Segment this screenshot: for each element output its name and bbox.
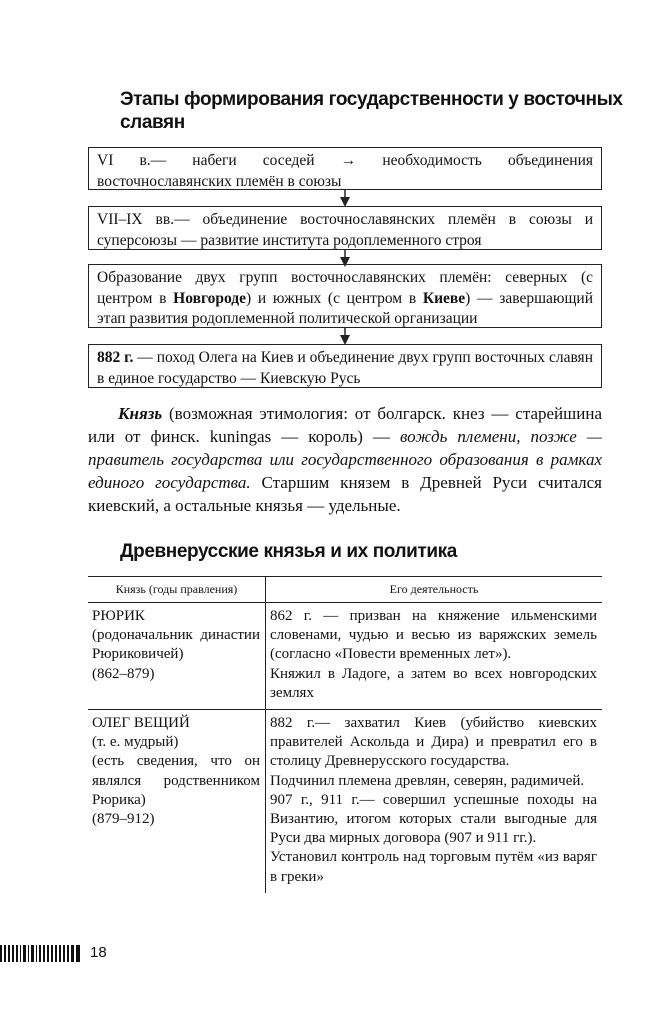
prince-name: ОЛЕГ ВЕЩИЙ: [92, 715, 190, 732]
flow-label: VII–IX вв.: [97, 211, 175, 228]
definition-italic: вождь племени, позже — правитель государства или государственного образования в рамках единого государства.: [88, 427, 602, 492]
paragraph-text: Старшим князем в Древней Руси считался киевский, а остальные князья — удельные.: [88, 473, 602, 515]
activity-cell: [266, 603, 603, 710]
prince-years: (879–912): [92, 811, 155, 828]
table-row: [88, 710, 602, 893]
prince-cell: [88, 603, 266, 710]
flow-text: ) — завершающий этап развития родоплеменной политической организации: [97, 289, 593, 327]
column-header-prince: Князь (годы правления): [88, 577, 266, 603]
flow-text: Образование двух групп восточнославянских племён: северных (с центром в: [97, 269, 593, 307]
flow-box-6th-century: [88, 147, 602, 190]
table-header-row: [88, 577, 602, 603]
prince-note: (есть сведения, что он являлся родственником Рюрика): [92, 753, 260, 808]
prince-description: (родоначальник династии Рюриковичей): [92, 627, 260, 663]
section-heading-princes: Древнерусские князья и их политика: [120, 541, 457, 562]
activity-item: 862 г. — призван на княжение ильменскими словенами, чудью и весью из варяжских земель (согласно «Повести временных лет»).: [270, 608, 597, 663]
flow-city-novgorod: Новгороде: [173, 289, 247, 307]
column-header-activity: Его деятельность: [266, 577, 603, 603]
prince-cell: [88, 710, 266, 893]
activity-item: 907 г., 911 г.— совершил успешные походы на Византию, итогом которых стали выгодные для Руси два мирных договора (907 и 911 гг.).: [270, 791, 597, 847]
section-heading-stages: Этапы формирования государственности у восточных славян: [120, 89, 623, 133]
flow-label: 882 г.: [97, 349, 134, 366]
activity-cell: [266, 710, 603, 893]
activity-item: Подчинил племена древлян, северян, радимичей.: [270, 772, 585, 789]
term-knyaz: Князь: [118, 404, 163, 423]
princes-table: [88, 576, 602, 893]
knyaz-definition-paragraph: [88, 402, 602, 517]
activity-item: Княжил в Ладоге, а затем во всех новгородских землях: [270, 665, 597, 701]
activity-item: Установил контроль над торговым путём «из варяг в греки»: [270, 849, 597, 885]
prince-name: РЮРИК: [92, 608, 145, 624]
flow-text: — объединение восточнославянских племён в союзы и суперсоюзы — развитие института родоплеменного строя: [97, 211, 593, 249]
table-row: [88, 603, 602, 710]
page-barcode-decoration: [0, 945, 82, 962]
flow-text: — поход Олега на Киев и объединение двух групп восточных славян в единое государство — Киевскую Русь: [97, 349, 593, 387]
page-number: 18: [90, 944, 107, 961]
flow-label: VI в.: [97, 152, 151, 169]
flow-text: — набеги соседей → необходимость объединения восточнославянских племён в союзы: [97, 152, 593, 190]
flow-box-882: [88, 344, 602, 388]
prince-description: (т. е. мудрый): [92, 734, 179, 751]
paragraph-text: (возможная этимология: от болгарск. кнез — старейшина или от финск. kuningas — король) —: [88, 404, 602, 446]
down-arrow-icon: [339, 327, 351, 345]
flow-box-7-9th-century: [88, 206, 602, 250]
activity-item: 882 г.— захватил Киев (убийство киевских правителей Аскольда и Дира) и превратил его в столицу Древнерусского государства.: [270, 715, 597, 770]
prince-years: (862–879): [92, 665, 155, 682]
flow-text: ) и южных (с центром в: [246, 289, 423, 307]
flow-box-two-groups: [88, 264, 602, 328]
flow-city-kiev: Киеве: [422, 289, 466, 307]
down-arrow-icon: [339, 189, 351, 207]
